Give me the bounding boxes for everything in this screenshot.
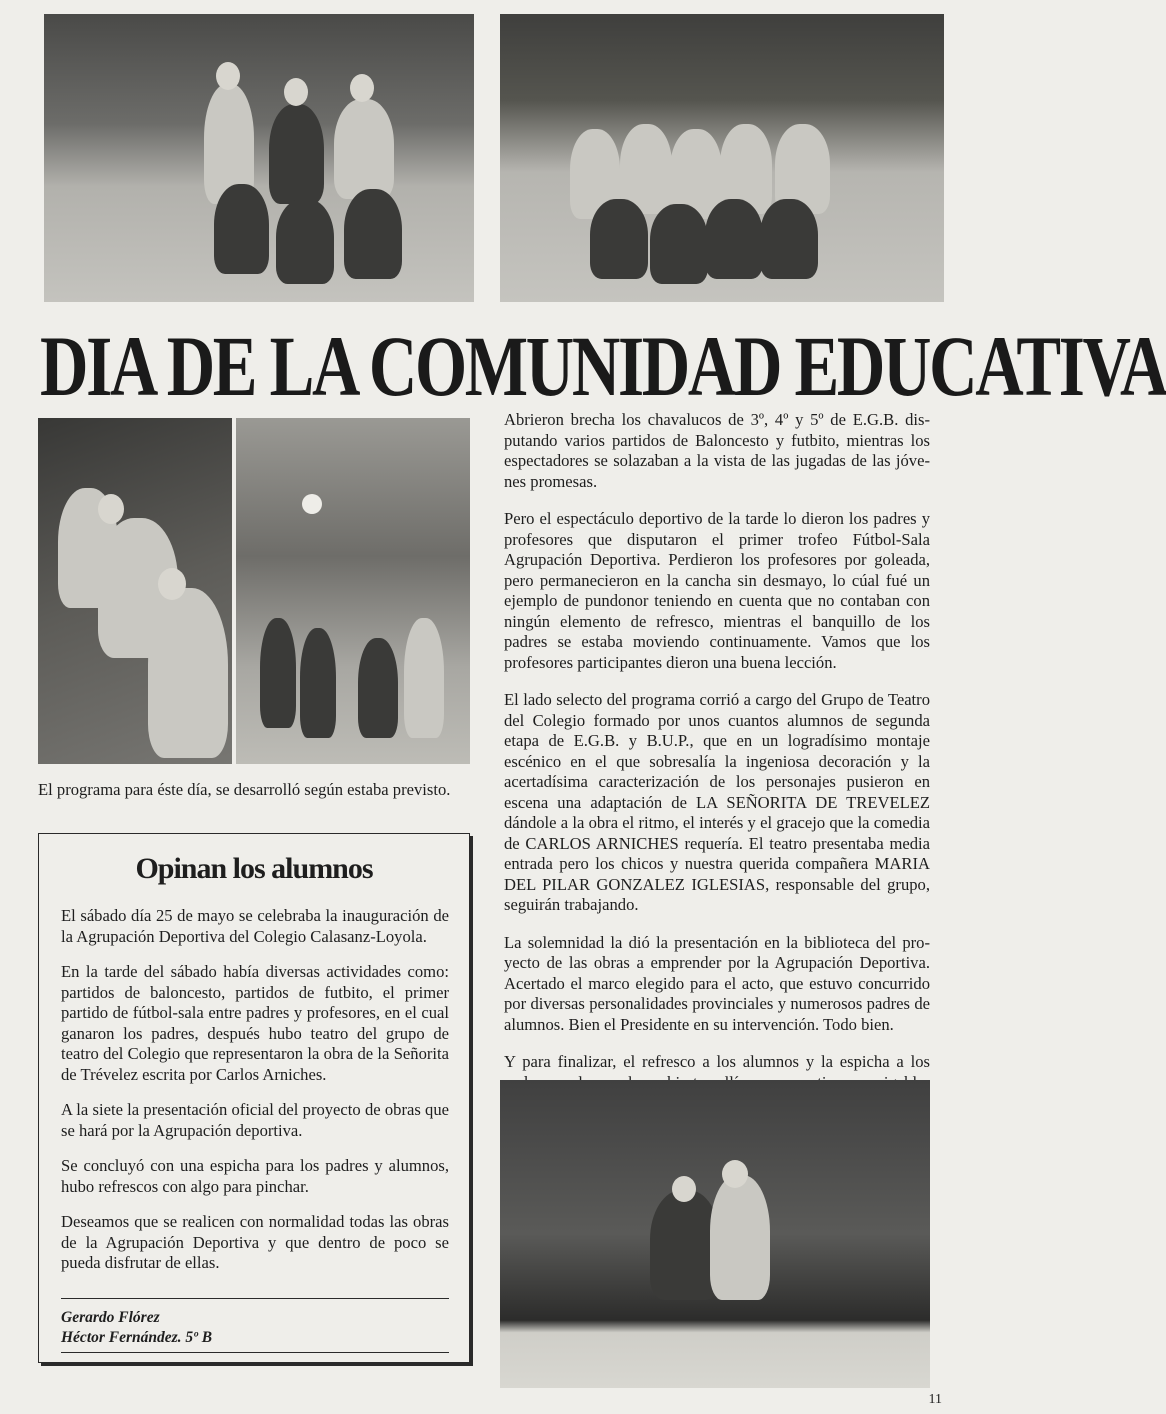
opinion-paragraph: Se concluyó con una espicha para los padres y alumnos, hubo refrescos con algo para pinchar.	[61, 1156, 449, 1196]
article-paragraph: El lado selecto del programa corrió a cargo del Grupo de Teatro del Colegio formado por unos cuantos alumnos de segunda etapa de E.G.B. y B.U.P., que en un logradísimo montaje escénico en el que sobresalía la ingeniosa decoración y la acertadísima caracterización de los personajes pusieron en escena una adaptación de LA SEÑORITA DE TREVELEZ dándole a la obra el ritmo, el interés y el gracejo que la comedia de CARLOS ARNICHES requería. El teatro presentaba media entrada pero los chicos y nuestra querida compañera MARIA DEL PILAR GONZALEZ IGLESIAS, responsable del grupo, seguirán trabajando.	[504, 690, 930, 914]
article-paragraph: La solemnidad la dió la presentación en la biblioteca del proyecto de las obras a emprender por la Agrupación Deportiva. Acertado el marco elegido para el acto, que estuvo concurrido por diversas personalidades provinciales y numerosos padres de alumnos. Bien el Presidente en su intervención. Todo bien.	[504, 932, 930, 1034]
signature-author-2: Héctor Fernández. 5º B	[61, 1329, 213, 1346]
signature-rule-bottom	[61, 1352, 449, 1353]
page-number: 11	[928, 1392, 942, 1407]
photo-caption: El programa para éste día, se desarrolló según estaba previsto.	[38, 780, 451, 799]
opinion-paragraph: En la tarde del sábado había diversas actividades como: partidos de baloncesto, partidos de futbito, el primer partido de fútbol-sala entre padres y profesores, en el cual ganaron los padres, después hubo teatro del grupo de teatro del Colegio que representaron la obra de la Señorita de Trévelez escrita por Carlos Arniches.	[61, 962, 449, 1084]
opinion-title: Opinan los alumnos	[135, 852, 373, 885]
article-column	[504, 410, 930, 1151]
team-photo-right	[500, 14, 944, 302]
children-playing-photo	[236, 418, 470, 764]
opinion-paragraph: A la siete la presentación oficial del proyecto de obras que se hará por la Agrupación deportiva.	[61, 1100, 449, 1140]
espicha-photo	[38, 418, 232, 764]
opinion-paragraph: El sábado día 25 de mayo se celebraba la inauguración de la Agrupación Deportiva del Colegio Calasanz-Loyola.	[61, 906, 449, 946]
opinion-paragraph: Deseamos que se realicen con normalidad todas las obras de la Agrupación Deportiva y que dentro de poco se pueda disfrutar de ellas.	[61, 1212, 449, 1272]
headline: DIA DE LA COMUNIDAD EDUCATIVA	[40, 318, 1166, 414]
signature-rule-top	[61, 1298, 449, 1299]
team-photo-left	[44, 14, 474, 302]
opinion-body	[61, 906, 449, 1289]
signature-author-1: Gerardo Flórez	[61, 1309, 160, 1326]
article-paragraph: Y para finalizar, el refresco a los alumnos y la espicha a los	[504, 1052, 930, 1071]
article-paragraph: Abrieron brecha los chavalucos de 3º, 4º y 5º de E.G.B. disputando varios partidos de Baloncesto y futbito, mientras los espectadores se solazaban a la vista de las jugadas de las jóvenes promesas.	[504, 410, 930, 491]
article-paragraph: Pero el espectáculo deportivo de la tarde lo dieron los padres y profesores que disputaron el primer trofeo Fútbol-Sala Agrupación Deportiva. Perdieron los profesores por goleada, pero permanecieron en la cancha sin desmayo, lo cúal fué un ejemplo de pundonor teniendo en cuenta que no contaban con ningún elemento de refresco, mientras el banquillo de los padres se estaba moviendo continuamente. Vamos que los profesores participantes dieron una buena lección.	[504, 509, 930, 672]
theatre-photo	[500, 1080, 930, 1388]
opinion-box	[38, 833, 470, 1363]
